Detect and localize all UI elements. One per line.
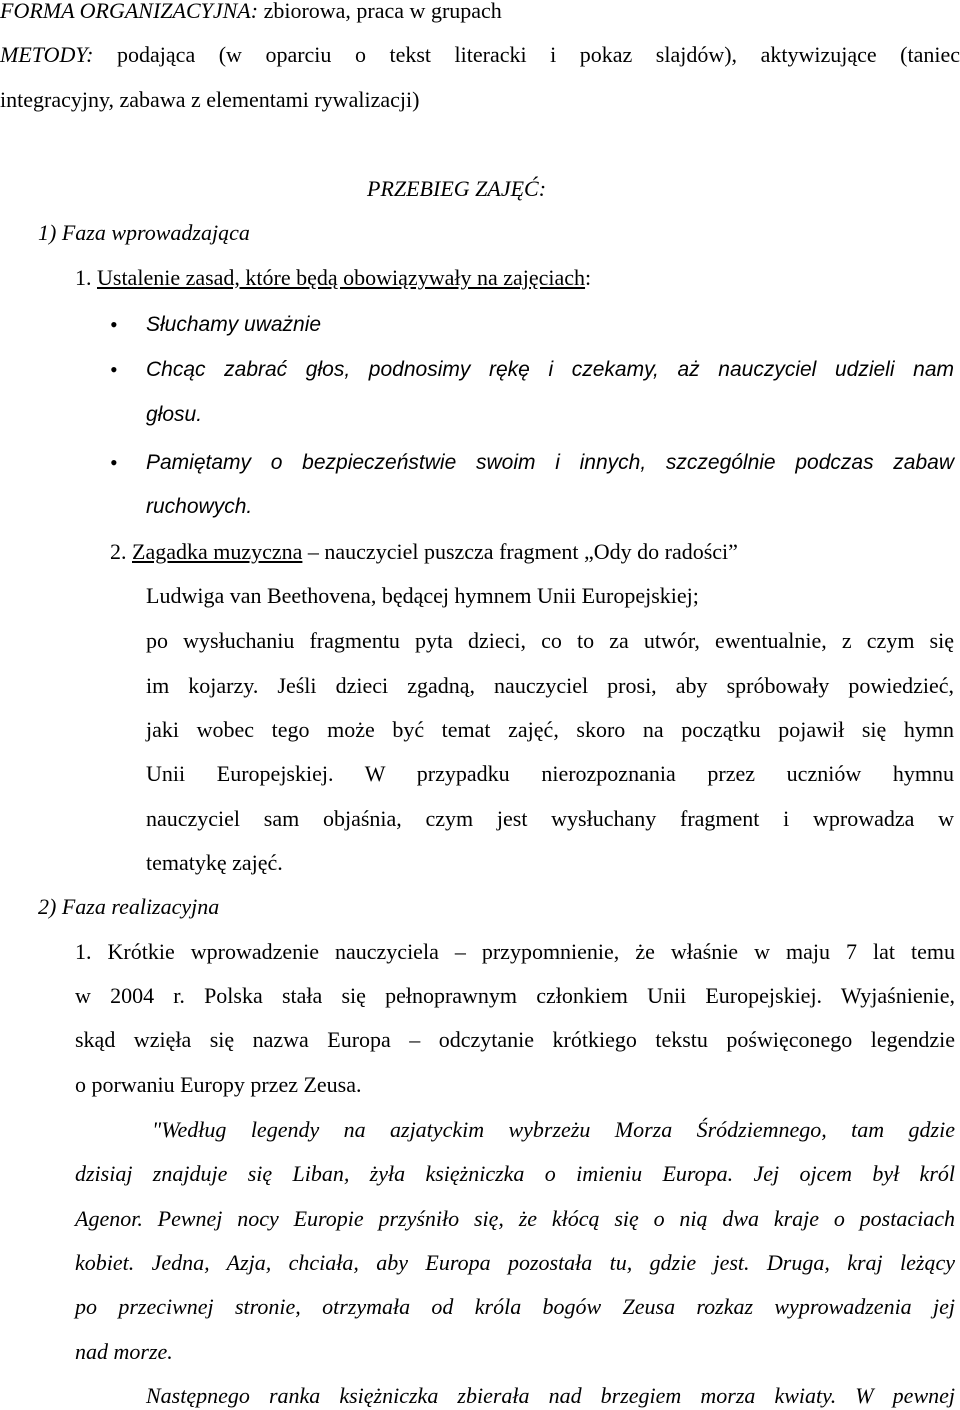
forma-line bbox=[0, 0, 502, 25]
rule-1: Słuchamy uważnie bbox=[146, 313, 322, 336]
item1-text: Ustalenie zasad, które będą obowiązywały na zajęciach bbox=[97, 265, 586, 290]
item1-num: 1. bbox=[75, 265, 97, 290]
metody-value-1: podająca (w oparciu o tekst literacki i pokaz slajdów), aktywizujące (taniec bbox=[93, 42, 960, 67]
item2-line-7: tematykę zajęć. bbox=[146, 850, 283, 875]
rule-3-cont: ruchowych. bbox=[146, 495, 253, 518]
item2-line-2: po wysłuchaniu fragmentu pyta dzieci, co to za utwór, ewentualnie, z czym się bbox=[146, 628, 954, 653]
metody-line-2: integracyjny, zabawa z elementami rywalizacji) bbox=[0, 87, 420, 112]
metody-label: METODY: bbox=[0, 42, 94, 67]
forma-label: FORMA ORGANIZACYJNA: bbox=[0, 0, 259, 23]
item2-line-4: jaki wobec tego może być temat zajęć, skoro na początku pojawił się hymn bbox=[146, 717, 954, 742]
phase1-item2 bbox=[110, 538, 738, 566]
legend-line-5: nad morze. bbox=[75, 1339, 173, 1364]
item1-colon: : bbox=[585, 265, 592, 290]
legend-line-2: Agenor. Pewnej nocy Europie przyśniło się, że kłócą się o nią dwa kraje o postaciach bbox=[75, 1206, 955, 1231]
phase1-item1 bbox=[75, 264, 591, 292]
item2-line-6: nauczyciel sam objaśnia, czym jest wysłuchany fragment i wprowadza w bbox=[146, 806, 954, 831]
bullet-icon: • bbox=[110, 357, 118, 382]
legend-line-6: Następnego ranka księżniczka zbierała nad brzegiem morza kwiaty. W pewnej bbox=[146, 1383, 955, 1408]
forma-value: zbiorowa, praca w grupach bbox=[258, 0, 502, 23]
rule-2: Chcąc zabrać głos, podnosimy rękę i czekamy, aż nauczyciel udzieli nam bbox=[146, 358, 954, 381]
phase2-line-0: 1. Krótkie wprowadzenie nauczyciela – przypomnienie, że właśnie w maju 7 lat temu bbox=[75, 939, 955, 964]
bullet-icon: • bbox=[110, 312, 118, 337]
legend-line-1: dzisiaj znajduje się Liban, żyła księżniczka o imieniu Europa. Jej ojcem był król bbox=[75, 1161, 955, 1186]
przebieg-title: PRZEBIEG ZAJĘĆ: bbox=[367, 176, 547, 201]
metody-line bbox=[0, 41, 960, 69]
rule-3: Pamiętamy o bezpieczeństwie swoim i innych, szczególnie podczas zabaw bbox=[146, 451, 954, 474]
item2-line-3: im kojarzy. Jeśli dzieci zgadną, nauczyciel prosi, aby spróbowały powiedzieć, bbox=[146, 673, 954, 698]
phase2-line-1: w 2004 r. Polska stała się pełnoprawnym członkiem Unii Europejskiej. Wyjaśnienie, bbox=[75, 983, 955, 1008]
phase2-title: 2) Faza realizacyjna bbox=[38, 894, 220, 919]
legend-line-0: "Według legendy na azjatyckim wybrzeżu Morza Śródziemnego, tam gdzie bbox=[152, 1117, 955, 1142]
rule-2-cont: głosu. bbox=[146, 403, 203, 426]
item2-line-0: – nauczyciel puszcza fragment „Ody do radości” bbox=[302, 539, 738, 564]
item2-title: Zagadka muzyczna bbox=[132, 539, 303, 564]
item2-line-5: Unii Europejskiej. W przypadku nierozpoznania przez uczniów hymnu bbox=[146, 761, 954, 786]
item2-num: 2. bbox=[110, 539, 132, 564]
phase2-line-2: skąd wzięła się nazwa Europa – odczytanie krótkiego tekstu poświęconego legendzie bbox=[75, 1027, 955, 1052]
phase2-line-3: o porwaniu Europy przez Zeusa. bbox=[75, 1072, 362, 1097]
legend-line-4: po przeciwnej stronie, otrzymała od króla bogów Zeusa rozkaz wyprowadzenia jej bbox=[75, 1294, 955, 1319]
bullet-icon: • bbox=[110, 450, 118, 475]
phase1-title: 1) Faza wprowadzająca bbox=[38, 220, 250, 245]
legend-line-3: kobiet. Jedna, Azja, chciała, aby Europa pozostała tu, gdzie jest. Druga, kraj leżący bbox=[75, 1250, 955, 1275]
item2-line-1: Ludwiga van Beethovena, będącej hymnem Unii Europejskiej; bbox=[146, 583, 699, 608]
